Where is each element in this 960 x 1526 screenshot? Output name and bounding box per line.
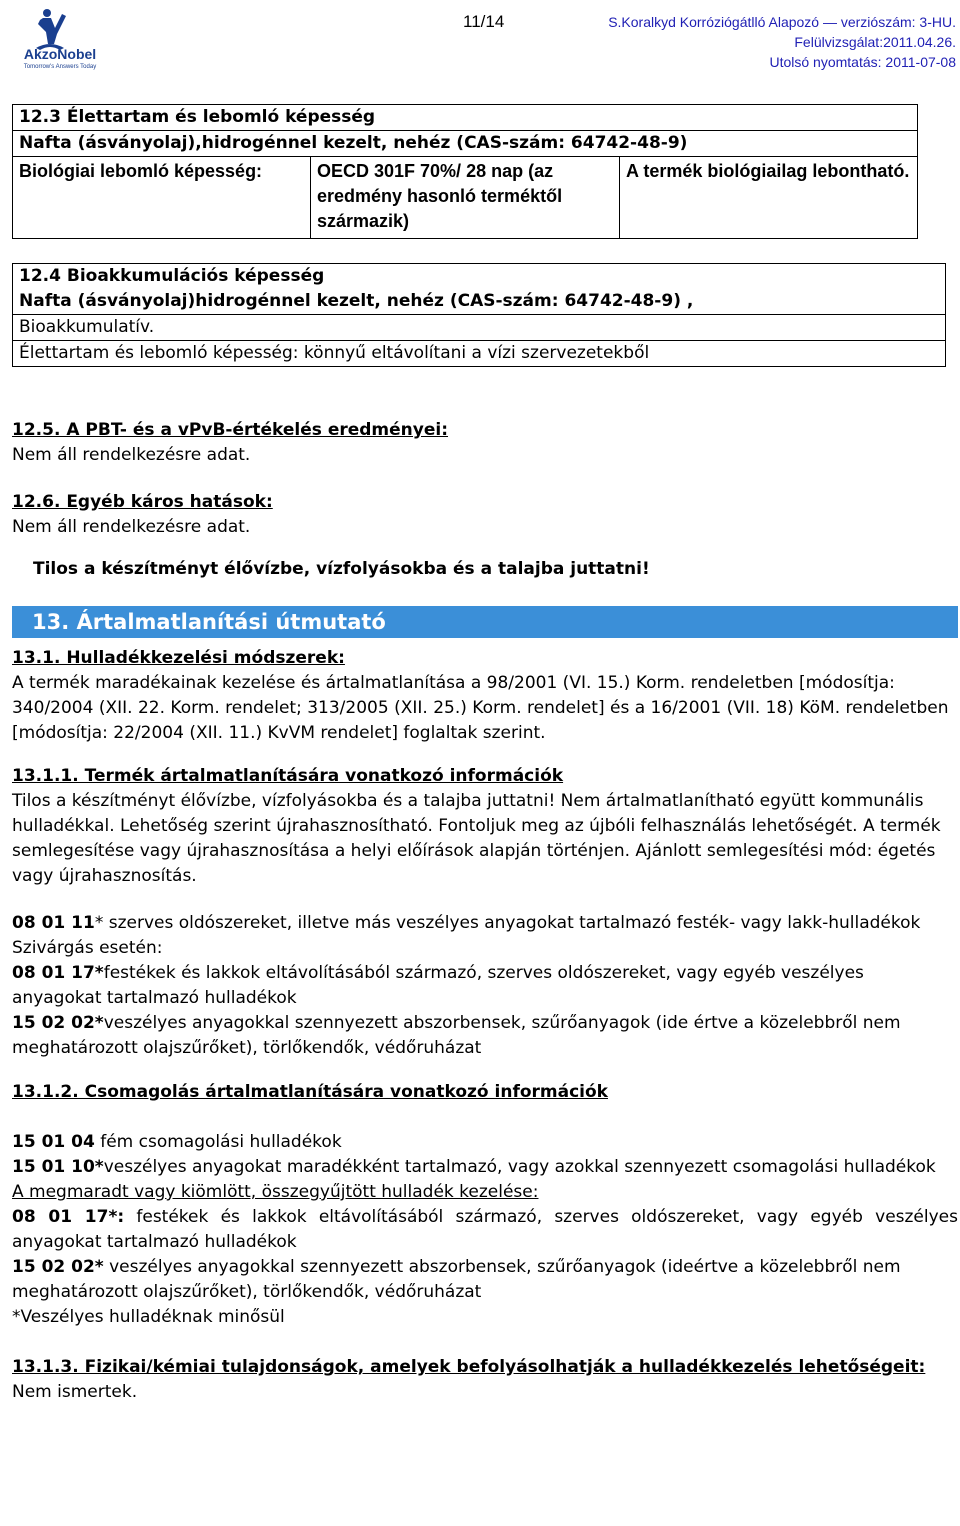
waste-code-description: veszélyes anyagokat maradékként tartalmazó, vagy azokkal szennyezett csomagolási hulladékok: [103, 1157, 936, 1177]
waste-code-line-4: [12, 1130, 958, 1155]
waste-code: 08 01 17*: [12, 963, 104, 983]
section-12-4-title: 12.4 Bioakkumulációs képesség: [19, 266, 325, 286]
biodegradability-result: A termék biológiailag lebontható.: [626, 161, 910, 181]
hazardous-note: *Veszélyes hulladéknak minősül: [12, 1307, 285, 1327]
waste-code-description: veszélyes anyagokkal szennyezett abszorbensek, szűrőanyagok (ide értve a közelebbről nem meghatározott olajszűrőket), törlőkendők, védőruházat: [12, 1013, 901, 1058]
waste-code-line-2: [12, 961, 958, 1011]
waste-code: 15 02 02*: [12, 1013, 104, 1033]
section-13-1-title: 13.1. Hulladékkezelési módszerek:: [12, 648, 345, 668]
section-12-5-title: 12.5. A PBT- és a vPvB-értékelés eredményei:: [12, 420, 449, 440]
waste-code-line-5: [12, 1155, 958, 1180]
waste-code-description: festékek és lakkok eltávolításából származó, szerves oldószereket, vagy egyéb veszélyes anyagokat tartalmazó hulladékok: [12, 1207, 958, 1252]
section-12-4-table: [12, 263, 946, 367]
section-13-1-1-title: 13.1.1. Termék ártalmatlanítására vonatkozó információk: [12, 766, 564, 786]
section-12-6-title: 12.6. Egyéb káros hatások:: [12, 492, 273, 512]
biodegradability-test: OECD 301F 70%/ 28 nap (az eredmény hasonló terméktől származik): [311, 157, 620, 238]
section-13-1-3-text: Nem ismertek.: [12, 1382, 138, 1402]
section-12-4-subtitle: Nafta (ásványolaj)hidrogénnel kezelt, nehéz (CAS-szám: 64742-48-9) ,: [13, 289, 945, 315]
section-12-6-text: Nem áll rendelkezésre adat.: [12, 517, 251, 537]
lifetime-line: Élettartam és lebomló képesség: könnyű eltávolítani a vízi szervezetekből: [19, 343, 650, 363]
waste-code-description: veszélyes anyagokkal szennyezett abszorbensek, szűrőanyagok (ideértve a közelebbről nem meghatározott olajszűrőket), törlőkendők, védőruházat: [12, 1257, 901, 1302]
waste-code-description: festékek és lakkok eltávolításából származó, szerves oldószereket, vagy egyéb veszélyes anyagokat tartalmazó hulladékok: [12, 963, 864, 1008]
print-date: Utolsó nyomtatás: 2011-07-08: [769, 54, 956, 70]
revision-date: Felülvizsgálat:2011.04.26.: [794, 34, 956, 50]
section-13-1-1-text: Tilos a készítményt élővízbe, vízfolyásokba és a talajba juttatni! Nem ártalmatlanítható együtt kommunális hulladékkal. Lehetőség szerint újrahasznosítható. Fontoljuk meg az újbóli felhasználás lehetőségét. A termék semlegesítése vagy újrahasznosítása a helyi előírások alapján történjen. Ajánlott semlegesítési mód: égetés vagy újrahasznosítás.: [12, 791, 941, 886]
bioaccumulation-line: Bioakkumulatív.: [13, 315, 945, 341]
waste-code: 15 01 10*: [12, 1157, 104, 1177]
svg-text:Tomorrow's Answers Today: Tomorrow's Answers Today: [23, 64, 97, 70]
waste-code: 15 01 04: [12, 1132, 95, 1152]
waste-code-line-3: [12, 1011, 958, 1061]
leak-label: Szivárgás esetén:: [12, 938, 163, 958]
page-number: 11/14: [463, 12, 505, 31]
waste-code-line-7: [12, 1255, 958, 1305]
waste-code-line-1: [12, 911, 958, 936]
waste-code-description: fém csomagolási hulladékok: [94, 1132, 342, 1152]
document-body: [12, 104, 958, 1405]
svg-text:AkzoNobel: AkzoNobel: [23, 46, 97, 62]
section-12-5-text: Nem áll rendelkezésre adat.: [12, 445, 251, 465]
waste-code: 08 01 17*:: [12, 1207, 125, 1227]
page-header: [0, 0, 960, 88]
akzonobel-logo: [10, 4, 110, 70]
waste-code: 08 01 11: [12, 913, 95, 933]
section-12-3-table: [12, 104, 918, 239]
section-13-1-text: A termék maradékainak kezelése és ártalmatlanítása a 98/2001 (VI. 15.) Korm. rendeletben [módosítja: 340/2004 (XII. 22. Korm. rendelet; 313/2005 (XII. 25.) Korm. rendelet] és a 16/2001 (VII. 18) KöM. rendeletben [módosítja: 22/2004 (XII. 11.) KvVM rendelet] foglaltak szerint.: [12, 673, 949, 743]
product-name: S.Koralkyd Korróziógátlló Alapozó — verziószám: 3-HU.: [608, 14, 956, 30]
waste-code-line-6: [12, 1205, 958, 1255]
waste-code-description: * szerves oldószereket, illetve más veszélyes anyagokat tartalmazó festék- vagy lakk-hulladékok: [94, 913, 921, 933]
section-12-3-title: 12.3 Élettartam és lebomló képesség: [13, 105, 917, 131]
header-meta: [608, 12, 956, 72]
handling-title: A megmaradt vagy kiömlött, összegyűjtött hulladék kezelése:: [12, 1182, 539, 1202]
warning-text: Tilos a készítményt élővízbe, vízfolyásokba és a talajba juttatni!: [33, 559, 650, 579]
section-13-1-3-title: 13.1.3. Fizikai/kémiai tulajdonságok, amelyek befolyásolhatják a hulladékkezelés lehetőségeit:: [12, 1357, 926, 1377]
section-12-3-subtitle: Nafta (ásványolaj),hidrogénnel kezelt, nehéz (CAS-szám: 64742-48-9): [13, 131, 917, 157]
section-13-banner: 13. Ártalmatlanítási útmutató: [12, 606, 958, 638]
waste-code: 15 02 02*: [12, 1257, 104, 1277]
biodegradability-row: [13, 157, 917, 238]
section-13-1-2-title: 13.1.2. Csomagolás ártalmatlanítására vonatkozó információk: [12, 1082, 608, 1102]
biodegradability-label: Biológiai lebomló képesség:: [13, 157, 311, 238]
